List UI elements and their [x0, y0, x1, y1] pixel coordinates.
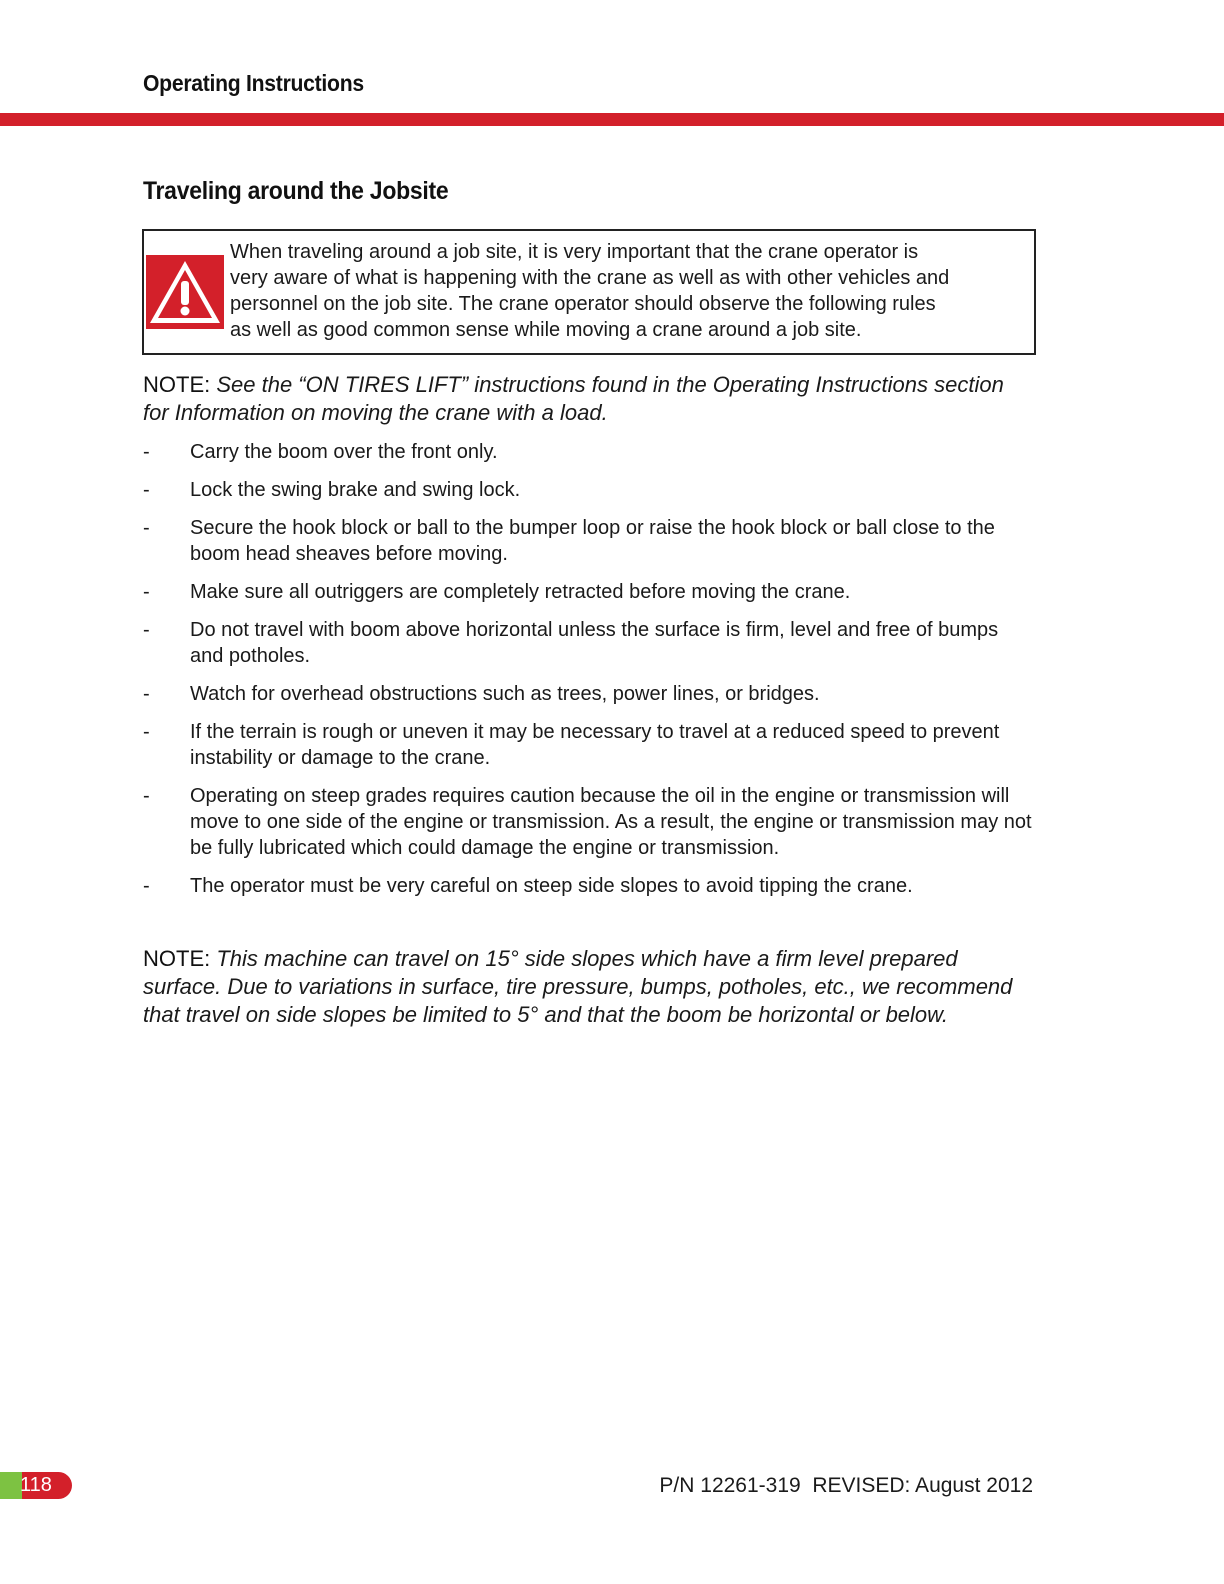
list-item: - Do not travel with boom above horizontal unless the surface is firm, level and free of bumps and potholes.	[143, 619, 999, 667]
bullet-marker: -	[143, 619, 150, 641]
warning-triangle-icon	[146, 255, 224, 329]
bullet-marker: -	[143, 479, 150, 501]
note-on-tires-lift	[143, 371, 1033, 427]
footer-reference: P/N 12261-319 REVISED: August 2012	[659, 1474, 1033, 1497]
header-title: Operating Instructions	[143, 70, 364, 96]
warning-text	[230, 239, 1025, 343]
list-item: - Watch for overhead obstructions such as trees, power lines, or bridges.	[143, 683, 820, 705]
list-item: - If the terrain is rough or uneven it may be necessary to travel at a reduced speed to prevent instability or damage to the crane.	[143, 721, 1000, 769]
bullet-marker: -	[143, 683, 150, 705]
list-item: - Operating on steep grades requires caution because the oil in the engine or transmission will move to one side of the engine or transmission. As a result, the engine or transmission may not be fully lubricated which could damage the engine or transmission.	[143, 785, 1032, 859]
bullet-marker: -	[143, 721, 150, 743]
bullet-marker: -	[143, 875, 150, 897]
bullet-marker: -	[143, 441, 150, 463]
warning-line: When traveling around a job site, it is very important that the crane operator is	[230, 241, 919, 263]
warning-box	[142, 229, 1036, 355]
note-side-slopes	[143, 945, 1033, 1029]
travel-rules-list	[143, 439, 1033, 911]
note-text: This machine can travel on 15° side slopes which have a firm level prepared surface. Due to variations in surface, tire pressure, bumps, potholes, etc., we recommend that travel on side slopes be limited to 5° and that the boom be horizontal or below.	[143, 946, 1013, 1027]
warning-line: very aware of what is happening with the crane as well as with other vehicles and	[230, 267, 950, 289]
bullet-marker: -	[143, 785, 150, 807]
header-divider	[0, 113, 1224, 126]
note-label: NOTE:	[143, 372, 211, 397]
section-title: Traveling around the Jobsite	[143, 177, 449, 205]
list-item: - Secure the hook block or ball to the bumper loop or raise the hook block or ball close to the boom head sheaves before moving.	[143, 517, 995, 565]
list-item: - Carry the boom over the front only.	[143, 441, 498, 463]
list-item: - The operator must be very careful on steep side slopes to avoid tipping the crane.	[143, 875, 913, 897]
page-number-badge	[0, 1472, 72, 1499]
list-item: - Lock the swing brake and swing lock.	[143, 479, 521, 501]
note-label: NOTE:	[143, 946, 211, 971]
page-number: 118	[20, 1474, 52, 1496]
page-badge-accent	[0, 1472, 22, 1499]
bullet-marker: -	[143, 581, 150, 603]
note-text: See the “ON TIRES LIFT” instructions found in the Operating Instructions section for Information on moving the crane with a load.	[143, 372, 1004, 425]
list-item: - Make sure all outriggers are completely retracted before moving the crane.	[143, 581, 851, 603]
warning-line: as well as good common sense while moving a crane around a job site.	[230, 319, 862, 341]
bullet-marker: -	[143, 517, 150, 539]
warning-line: personnel on the job site. The crane operator should observe the following rules	[230, 293, 936, 315]
